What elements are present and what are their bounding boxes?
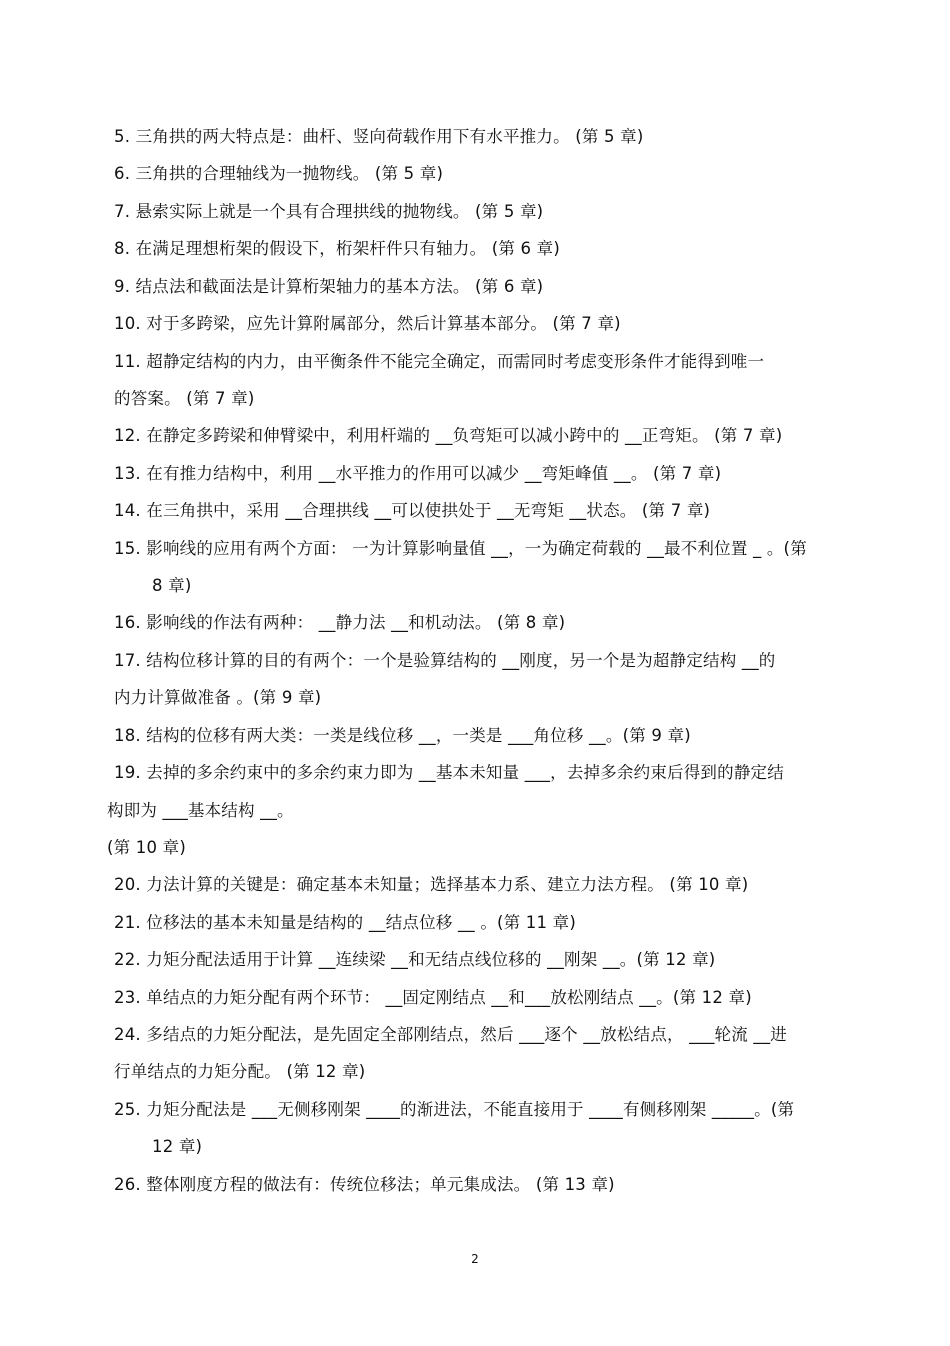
item-20: 20. 力法计算的关键是：确定基本未知量；选择基本力系、建立力法方程。 (第 10 章) [114, 875, 749, 894]
item-11-line2: 的答案。 (第 7 章) [114, 389, 255, 408]
item-15-line2: 8 章) [152, 576, 192, 595]
page-number: 2 [471, 1252, 479, 1266]
item-15-line1: 15. 影响线的应用有两个方面： 一为计算影响量值 __，一为确定荷载的 __最不利位置 _ 。(第 [114, 539, 807, 558]
item-19-line1: 19. 去掉的多余约束中的多余约束力即为 __基本未知量 ___，去掉多余约束后得到的静定结 [114, 763, 784, 782]
item-9: 9. 结点法和截面法是计算桁架轴力的基本方法。 (第 6 章) [114, 277, 544, 296]
item-17-line2: 内力计算做准备 。(第 9 章) [114, 688, 322, 707]
item-17-line1: 17. 结构位移计算的目的有两个：一个是验算结构的 __刚度，另一个是为超静定结构 __的 [114, 651, 776, 670]
item-19-line2: 构即为 ___基本结构 __。 [107, 801, 294, 820]
item-19-line3: (第 10 章) [107, 838, 186, 857]
item-22: 22. 力矩分配法适用于计算 __连续梁 __和无结点线位移的 __刚架 __。(第 12 章) [114, 950, 716, 969]
item-25-line2: 12 章) [152, 1137, 203, 1156]
item-26: 26. 整体刚度方程的做法有：传统位移法；单元集成法。 (第 13 章) [114, 1175, 615, 1194]
item-25-line1: 25. 力矩分配法是 ___无侧移刚架 ____的渐进法，不能直接用于 ____有侧移刚架 _____。(第 [114, 1100, 795, 1119]
item-24-line2: 行单结点的力矩分配。 (第 12 章) [114, 1062, 366, 1081]
item-6: 6. 三角拱的合理轴线为一抛物线。 (第 5 章) [114, 164, 444, 183]
item-8: 8. 在满足理想桁架的假设下，桁架杆件只有轴力。 (第 6 章) [114, 239, 560, 258]
item-14: 14. 在三角拱中，采用 __合理拱线 __可以使拱处于 __无弯矩 __状态。 (第 7 章) [114, 501, 711, 520]
item-10: 10. 对于多跨梁，应先计算附属部分，然后计算基本部分。 (第 7 章) [114, 314, 621, 333]
item-5: 5. 三角拱的两大特点是：曲杆、竖向荷载作用下有水平推力。 (第 5 章) [114, 127, 644, 146]
item-12: 12. 在静定多跨梁和伸臂梁中，利用杆端的 __负弯矩可以减小跨中的 __正弯矩。 (第 7 章) [114, 426, 783, 445]
item-23: 23. 单结点的力矩分配有两个环节： __固定刚结点 __和___放松刚结点 __。(第 12 章) [114, 988, 752, 1007]
item-24-line1: 24. 多结点的力矩分配法，是先固定全部刚结点，然后 ___逐个 __放松结点， ___轮流 __进 [114, 1025, 787, 1044]
item-13: 13. 在有推力结构中，利用 __水平推力的作用可以减少 __弯矩峰值 __。 (第 7 章) [114, 464, 722, 483]
item-11-line1: 11. 超静定结构的内力，由平衡条件不能完全确定，而需同时考虑变形条件才能得到唯一 [114, 352, 765, 371]
item-7: 7. 悬索实际上就是一个具有合理拱线的抛物线。 (第 5 章) [114, 202, 544, 221]
item-18: 18. 结构的位移有两大类：一类是线位移 __，一类是 ___角位移 __。(第 9 章) [114, 726, 691, 745]
item-16: 16. 影响线的作法有两种： __静力法 __和机动法。 (第 8 章) [114, 613, 566, 632]
item-21: 21. 位移法的基本未知量是结构的 __结点位移 __ 。(第 11 章) [114, 913, 576, 932]
